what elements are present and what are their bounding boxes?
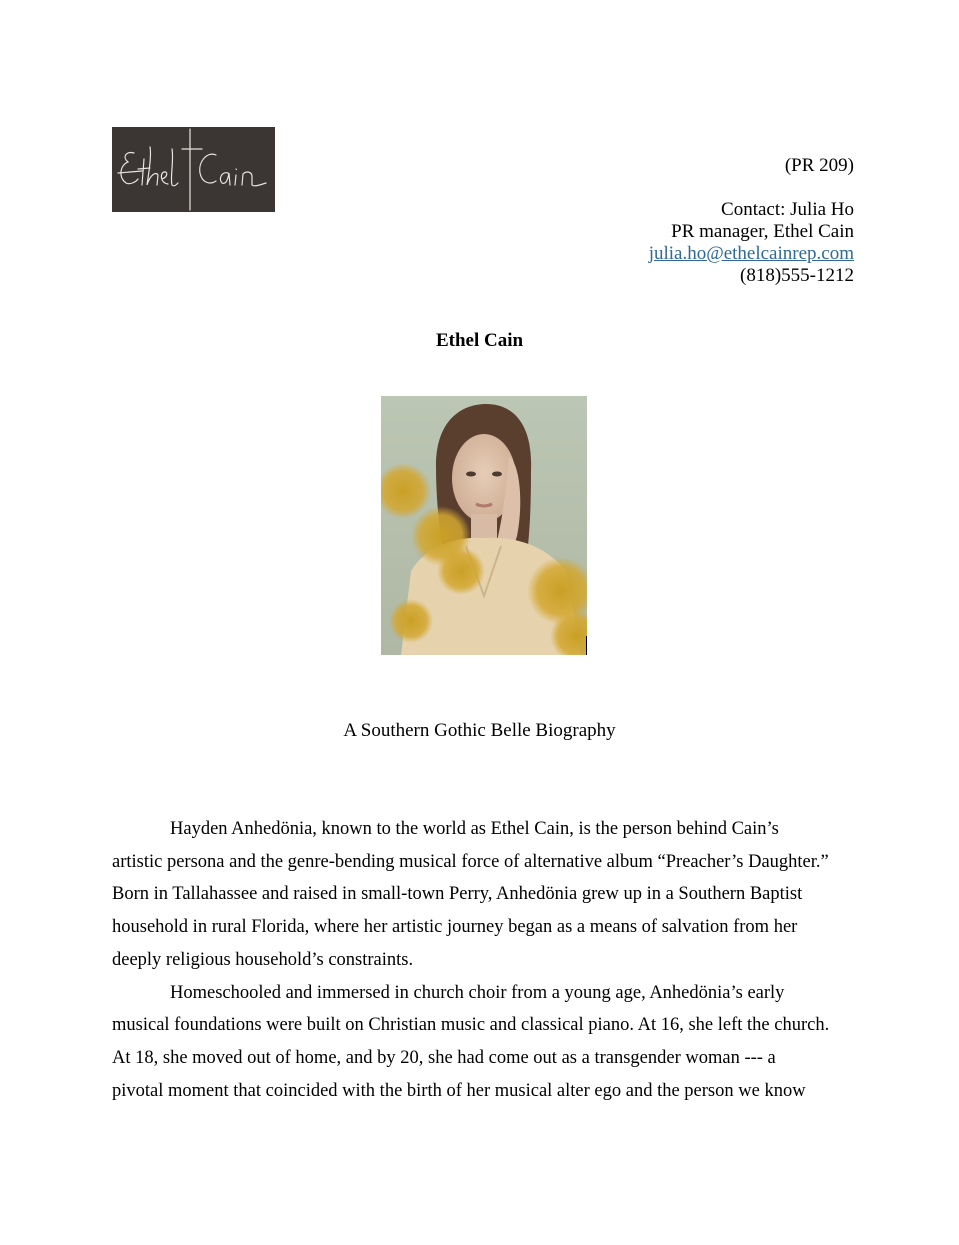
page-title: Ethel Cain <box>435 330 524 351</box>
paragraph-line: pivotal moment that coincided with the birth of her musical alter ego and the person we know <box>112 1080 806 1101</box>
ethel-cain-logo <box>112 127 275 212</box>
paragraph-line: artistic persona and the genre-bending musical force of alternative album “Preacher’s Daughter.” <box>112 851 829 872</box>
biography-subtitle: A Southern Gothic Belle Biography <box>343 720 616 741</box>
pr-code: (PR 209) <box>784 155 854 176</box>
contact-role: PR manager, Ethel Cain <box>671 221 854 242</box>
biography-paragraph-2 <box>112 977 856 1108</box>
artist-photo <box>381 396 587 655</box>
paragraph-line: Homeschooled and immersed in church choir from a young age, Anhedönia’s early <box>170 982 785 1003</box>
paragraph-line: Born in Tallahassee and raised in small-town Perry, Anhedönia grew up in a Southern Baptist <box>112 884 803 905</box>
contact-name: Contact: Julia Ho <box>721 199 854 220</box>
paragraph-line: Hayden Anhedönia, known to the world as Ethel Cain, is the person behind Cain’s <box>170 819 779 839</box>
paragraph-line: musical foundations were built on Christian music and classical piano. At 16, she left the church. <box>112 1015 830 1036</box>
biography-body <box>112 813 856 1107</box>
biography-paragraph-1 <box>112 813 856 977</box>
text-cursor <box>586 636 587 655</box>
paragraph-line: deeply religious household’s constraints. <box>112 949 414 970</box>
paragraph-line: At 18, she moved out of home, and by 20, she had come out as a transgender woman --- a <box>112 1047 776 1068</box>
paragraph-line: household in rural Florida, where her artistic journey began as a means of salvation from her <box>112 917 798 938</box>
contact-block <box>649 155 854 287</box>
contact-email-link[interactable]: julia.ho@ethelcainrep.com <box>648 243 854 264</box>
contact-phone: (818)555-1212 <box>740 265 854 286</box>
